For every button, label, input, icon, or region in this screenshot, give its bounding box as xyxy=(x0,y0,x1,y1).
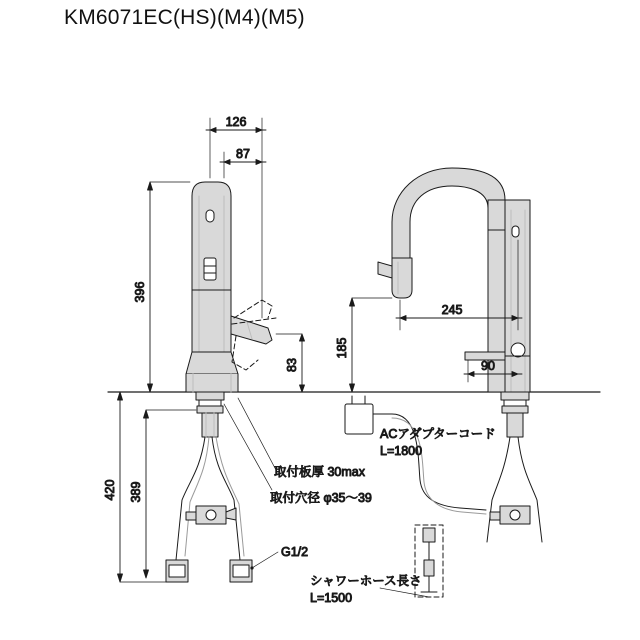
dim-185: 185 xyxy=(335,337,349,359)
dim-90: 90 xyxy=(481,359,495,373)
dim-396: 396 xyxy=(133,281,147,303)
note-plate-thickness: 取付板厚 30max xyxy=(274,465,365,479)
note-ac-adapter-cord: ACアダプターコード xyxy=(380,427,496,441)
note-thread-size: G1/2 xyxy=(281,545,309,559)
note-shower-hose: シャワーホース長さ xyxy=(310,574,422,588)
dim-126: 126 xyxy=(225,115,247,129)
dim-83: 83 xyxy=(285,358,299,372)
dim-420: 420 xyxy=(103,479,117,501)
dim-389: 389 xyxy=(129,481,143,503)
note-shower-hose-length: L=1500 xyxy=(310,591,353,605)
page-title: KM6071EC(HS)(M4)(M5) xyxy=(64,6,305,29)
dimension-lines xyxy=(118,118,523,597)
left-view-faucet-body xyxy=(186,182,238,392)
left-view-lever xyxy=(231,316,272,344)
right-view-faucet-body xyxy=(378,168,542,542)
left-view-undercounter xyxy=(166,392,252,582)
note-ac-adapter-length: L=1800 xyxy=(380,444,423,458)
note-hole-diameter: 取付穴径 φ35〜39 xyxy=(270,491,372,505)
dim-87: 87 xyxy=(236,147,250,161)
dim-245: 245 xyxy=(441,303,463,317)
